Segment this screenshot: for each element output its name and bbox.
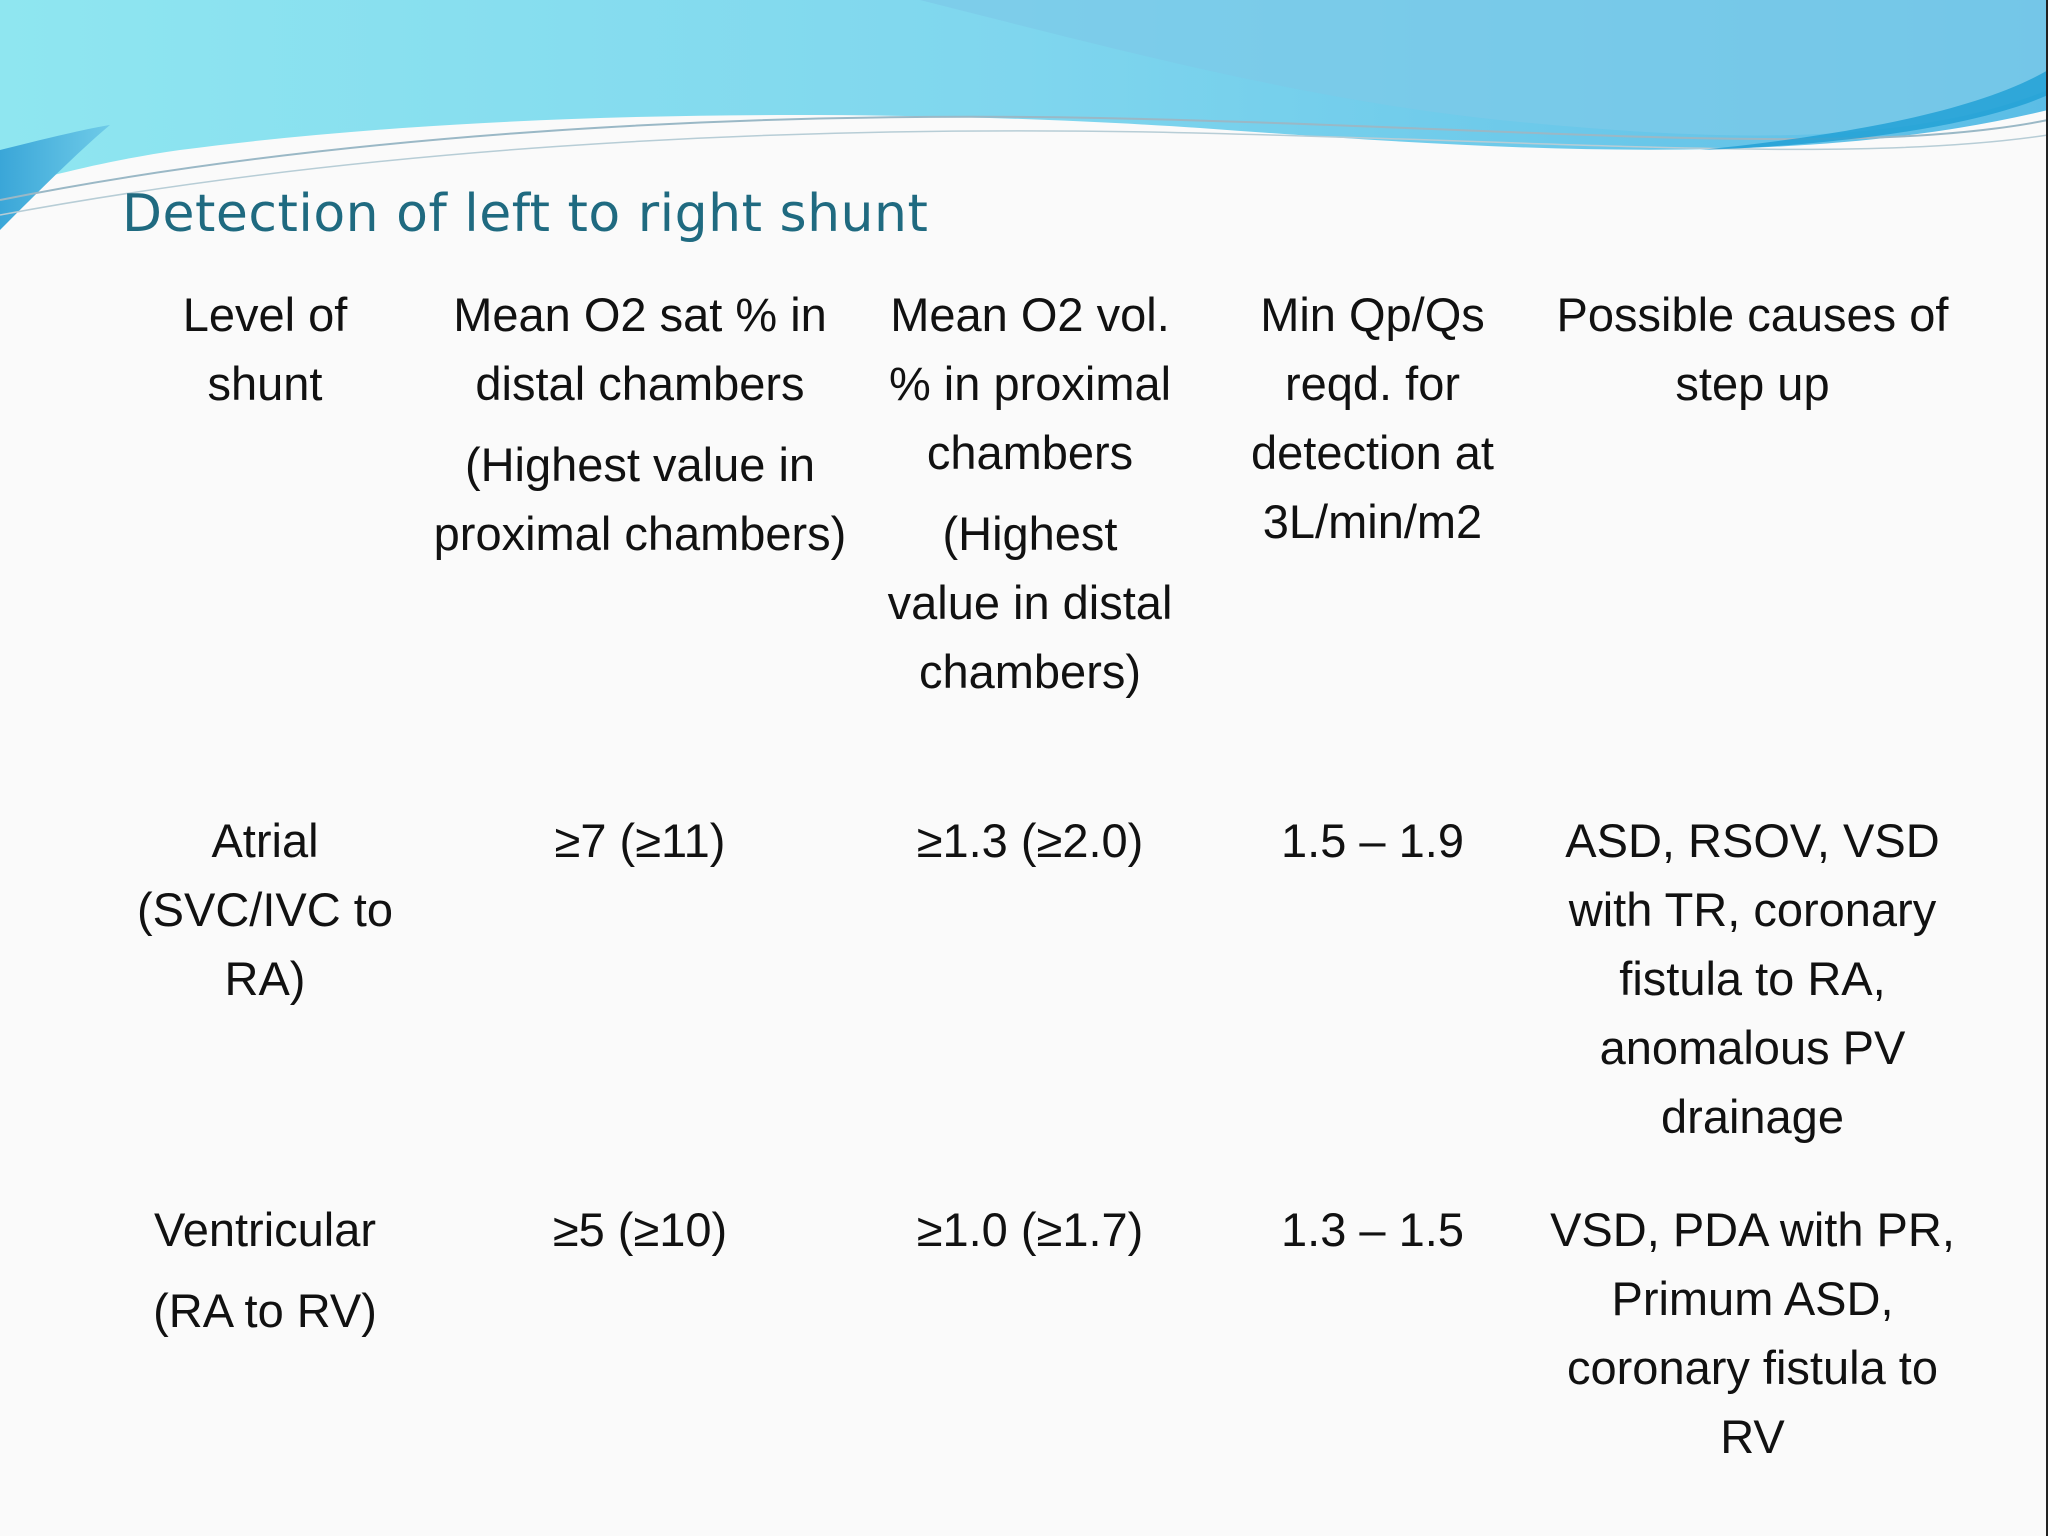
header-possible-causes (1545, 280, 1960, 418)
header-qp-qs (1210, 280, 1535, 556)
cell-text: VSD, PDA with PR, Primum ASD, coronary fistula to RV (1550, 1203, 1955, 1463)
row-ventricular-o2-sat (420, 1195, 860, 1264)
cell-text: ≥7 (≥11) (554, 814, 726, 867)
header-level-of-shunt (130, 280, 400, 418)
cell-text: ≥1.0 (≥1.7) (916, 1203, 1144, 1256)
cell-text: ≥5 (≥10) (552, 1203, 728, 1256)
cell-text: 1.5 – 1.9 (1281, 814, 1464, 867)
header-subtext: (Highest value in proximal chambers) (433, 438, 847, 560)
header-o2-sat (420, 280, 860, 568)
row-ventricular-level (130, 1195, 400, 1345)
row-atrial-level (130, 806, 400, 1013)
row-ventricular-causes (1545, 1195, 1960, 1471)
row-atrial-o2-vol (880, 806, 1180, 875)
row-atrial-causes (1545, 806, 1960, 1151)
header-text: Mean O2 sat % in distal chambers (453, 288, 827, 410)
cell-text: Atrial (SVC/IVC to RA) (137, 814, 393, 1005)
row-atrial-qp-qs (1210, 806, 1535, 875)
cell-text: ASD, RSOV, VSD with TR, coronary fistula to RA, anomalous PV drainage (1565, 814, 1940, 1143)
header-text: Possible causes of step up (1556, 288, 1949, 410)
slide-title: Detection of left to right shunt (122, 184, 929, 244)
row-ventricular-o2-vol (880, 1195, 1180, 1264)
row-ventricular-qp-qs (1210, 1195, 1535, 1264)
header-text: Level of shunt (182, 288, 348, 410)
row-atrial-o2-sat (420, 806, 860, 875)
cell-subtext: (RA to RV) (153, 1284, 377, 1337)
cell-text: 1.3 – 1.5 (1281, 1203, 1464, 1256)
header-o2-vol (880, 280, 1180, 706)
header-text: Min Qp/Qs reqd. for detection at 3L/min/m2 (1250, 288, 1494, 548)
cell-text: Ventricular (153, 1203, 377, 1256)
header-subtext: (Highest value in distal chambers) (887, 507, 1173, 698)
header-text: Mean O2 vol. % in proximal chambers (888, 288, 1172, 479)
cell-text: ≥1.3 (≥2.0) (916, 814, 1144, 867)
